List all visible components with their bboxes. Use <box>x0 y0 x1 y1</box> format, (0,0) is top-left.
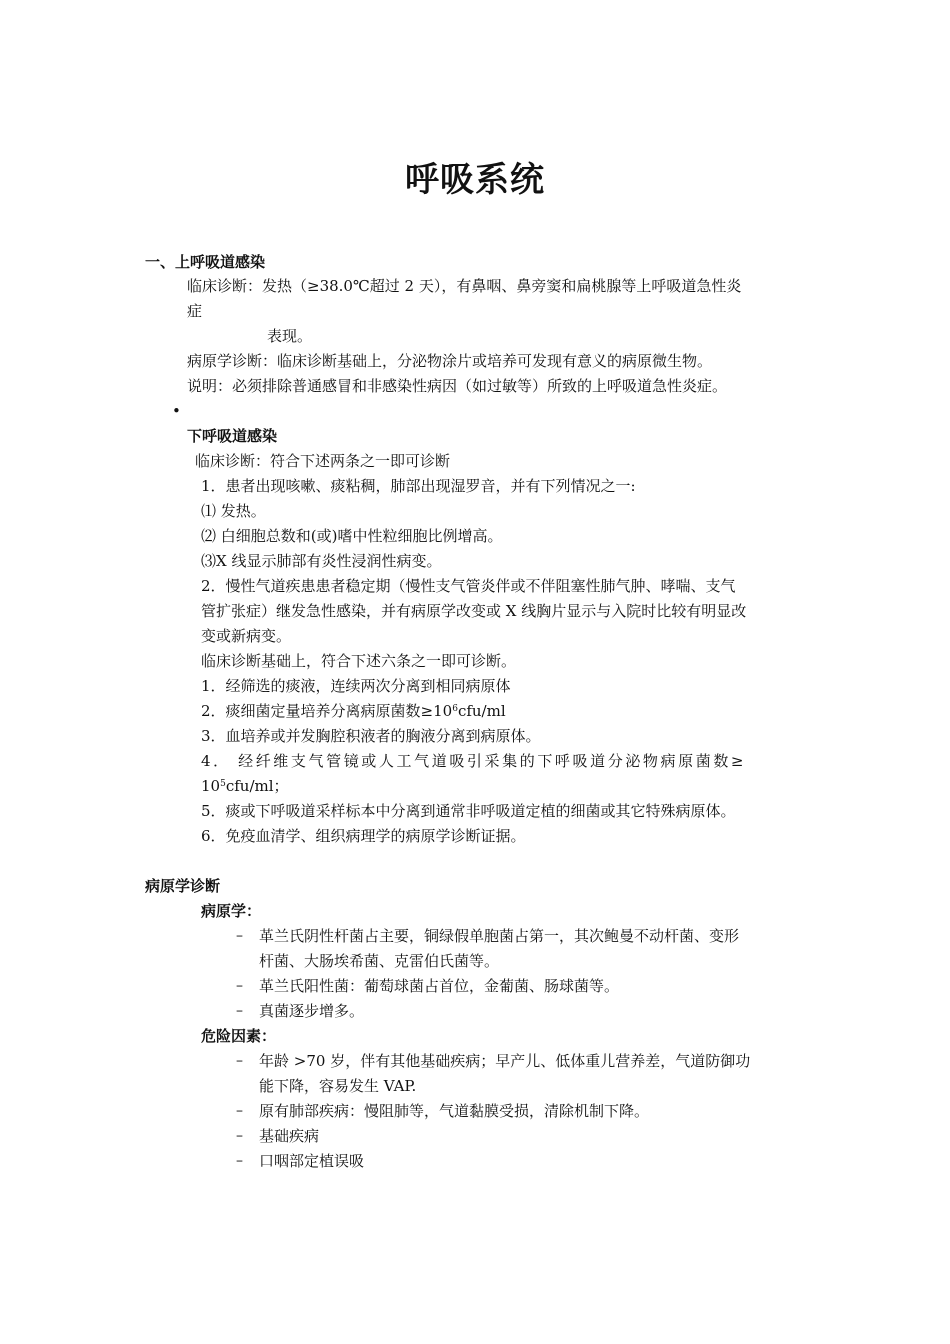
lower-clinical-diagnosis: 临床诊断：符合下述两条之一即可诊断 <box>195 452 451 470</box>
pathogen-item-6: 6．免疫血清学、组织病理学的病原学诊断证据。 <box>201 827 526 845</box>
pathogen-basis: 临床诊断基础上，符合下述六条之一即可诊断。 <box>201 652 517 670</box>
note-text: 说明：必须排除普通感冒和非感染性病因（如过敏等）所致的上呼吸道急性炎症。 <box>187 377 728 395</box>
section-heading-upper-respiratory: 一、上呼吸道感染 <box>145 253 266 271</box>
pathogen-item-5: 5．痰或下呼吸道采样标本中分离到通常非呼吸道定植的细菌或其它特殊病原体。 <box>201 802 736 820</box>
risk-item-3: 基础疾病 <box>259 1127 320 1145</box>
risk-item-1-line-1: 年龄 >70 岁，伴有其他基础疾病；早产儿、低体重儿营养差，气道防御功 <box>259 1052 751 1070</box>
unit: cfu/ml； <box>225 777 289 795</box>
dash-icon: – <box>236 928 243 944</box>
subheading-risk-factors: 危险因素： <box>201 1027 277 1045</box>
clinical-diagnosis-line-2: 症 <box>187 302 203 320</box>
etiology-item-1-line-2: 杆菌、大肠埃希菌、克雷伯氏菌等。 <box>259 952 500 970</box>
page-title: 呼吸系统 <box>405 160 545 200</box>
etiology-item-3: 真菌逐步增多。 <box>259 1002 365 1020</box>
criterion-2-line-1: 2．慢性气道疾患患者稳定期（慢性支气管炎伴或不伴阻塞性肺气肿、哮喘、支气 <box>201 577 736 595</box>
dash-icon: – <box>236 1128 243 1144</box>
exponent: 5 <box>220 779 226 789</box>
pathogen-item-3: 3．血培养或并发胸腔积液者的胸液分离到病原体。 <box>201 727 541 745</box>
base: 10 <box>201 777 221 795</box>
criterion-1a: ⑴ 发热。 <box>201 502 266 520</box>
exponent: 6 <box>452 704 458 714</box>
section-heading-lower-respiratory: 下呼吸道感染 <box>187 427 278 445</box>
pathogen-diagnosis: 病原学诊断：临床诊断基础上，分泌物涂片或培养可发现有意义的病原微生物。 <box>187 352 713 370</box>
dash-icon: – <box>236 1003 243 1019</box>
pathogen-item-4-line-1: 4． 经纤维支气管镜或人工气道吸引采集的下呼吸道分泌物病原菌数≥ <box>201 752 747 770</box>
bullet-icon: • <box>172 402 181 420</box>
dash-icon: – <box>236 1103 243 1119</box>
risk-item-1-line-2: 能下降，容易发生 VAP. <box>259 1077 417 1095</box>
pathogen-item-1: 1．经筛选的痰液，连续两次分离到相同病原体 <box>201 677 511 695</box>
dash-icon: – <box>236 1053 243 1069</box>
clinical-diagnosis-line-1: 临床诊断：发热（≥38.0℃超过 2 天），有鼻咽、鼻旁窦和扁桃腺等上呼吸道急性炎 <box>187 277 742 295</box>
subheading-etiology: 病原学： <box>201 902 262 920</box>
criterion-2-line-3: 变或新病变。 <box>201 627 292 645</box>
dash-icon: – <box>236 1153 243 1169</box>
pathogen-item-2 <box>201 699 506 723</box>
dash-icon: – <box>236 978 243 994</box>
pathogen-item-4-line-2 <box>201 774 289 798</box>
criterion-1: 1．患者出现咳嗽、痰粘稠，肺部出现湿罗音，并有下列情况之一: <box>201 477 636 495</box>
etiology-item-2: 革兰氏阳性菌：葡萄球菌占首位，金葡菌、肠球菌等。 <box>259 977 620 995</box>
clinical-diagnosis-line-3: 表现。 <box>267 327 313 345</box>
criterion-1c: ⑶X 线显示肺部有炎性浸润性病变。 <box>201 552 442 570</box>
etiology-item-1-line-1: 革兰氏阴性杆菌占主要，铜绿假单胞菌占第一，其次鲍曼不动杆菌、变形 <box>259 927 740 945</box>
pathogen-item-2-text: 2．痰细菌定量培养分离病原菌数≥10 <box>201 702 453 720</box>
section-heading-etiology: 病原学诊断 <box>145 877 221 895</box>
unit: cfu/ml <box>457 702 506 720</box>
criterion-1b: ⑵ 白细胞总数和(或)嗜中性粒细胞比例增高。 <box>201 527 503 545</box>
risk-item-4: 口咽部定植误吸 <box>259 1152 365 1170</box>
criterion-2-line-2: 管扩张症）继发急性感染，并有病原学改变或 X 线胸片显示与入院时比较有明显改 <box>201 602 747 620</box>
risk-item-2: 原有肺部疾病：慢阻肺等，气道黏膜受损，清除机制下降。 <box>259 1102 650 1120</box>
